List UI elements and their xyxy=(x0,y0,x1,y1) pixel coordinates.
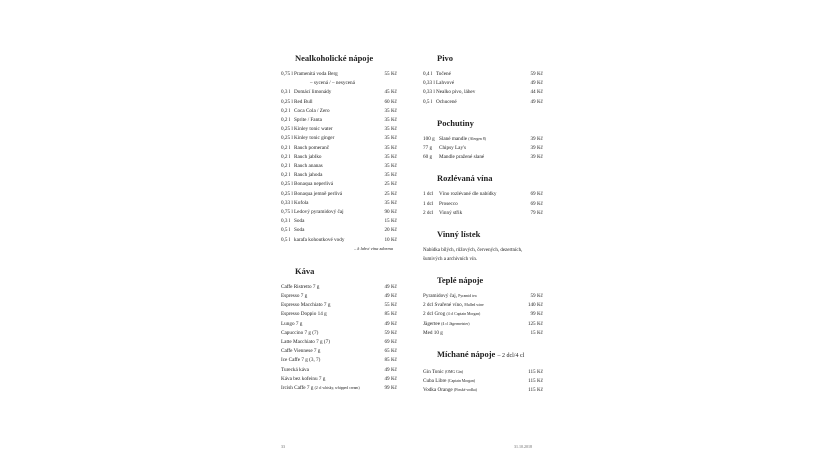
item-price: 45 Kč xyxy=(384,89,397,96)
item-detail: Pyramid tea xyxy=(458,294,477,299)
item-name xyxy=(294,153,384,162)
footer-date: 31.10.2018 xyxy=(514,444,532,449)
item-name-text: Caffe Ristretto 7 g xyxy=(281,283,320,290)
item-name xyxy=(423,386,528,395)
item-name-text: Rauch ananas xyxy=(294,163,323,170)
menu-item xyxy=(281,199,397,208)
item-name-text: Latte Macchiato 7 g (7) xyxy=(281,339,330,346)
menu-item xyxy=(423,329,543,338)
menu-item xyxy=(281,208,397,217)
menu-item xyxy=(281,79,397,88)
item-name xyxy=(281,292,384,301)
item-name-text: Cuba Libre xyxy=(423,378,447,385)
item-price: 55 Kč xyxy=(384,71,397,77)
item-quantity: 0,5 l xyxy=(281,227,291,234)
item-name xyxy=(439,135,530,144)
item-name xyxy=(439,200,530,209)
item-price: 125 Kč xyxy=(527,320,543,327)
item-price: 15 Kč xyxy=(530,329,543,336)
item-name-text: Coca Cola / Zero xyxy=(294,107,330,114)
menu-item xyxy=(281,236,397,245)
item-name xyxy=(423,292,530,301)
menu-item xyxy=(281,98,397,107)
item-name xyxy=(439,144,530,153)
item-name xyxy=(294,70,384,79)
item-price: 25 Kč xyxy=(384,181,397,188)
item-quantity: 2 dcl xyxy=(423,209,434,216)
menu-item xyxy=(423,153,543,162)
item-detail: (2 cl whisky, whipped cream) xyxy=(314,386,360,391)
item-name xyxy=(294,162,384,171)
menu-item xyxy=(281,180,397,189)
menu-item xyxy=(281,144,397,153)
item-detail: (4 cl Captain Morgan) xyxy=(446,312,481,317)
item-price: 35 Kč xyxy=(384,135,397,142)
item-name-text: Rauch jablko xyxy=(294,153,322,160)
item-name xyxy=(294,134,384,143)
menu-item xyxy=(281,134,397,143)
menu-item xyxy=(281,171,397,180)
item-name xyxy=(423,301,528,310)
item-name xyxy=(294,107,384,116)
item-name-text: Nealko pivo, láhev xyxy=(436,89,476,96)
item-name-text: Točené xyxy=(436,71,451,77)
menu-item xyxy=(281,338,397,347)
item-name-text: Caffe Viennese 7 g xyxy=(281,348,321,355)
item-price: 39 Kč xyxy=(530,154,543,161)
item-name xyxy=(281,347,384,356)
item-name xyxy=(294,171,384,180)
menu-item xyxy=(423,292,543,301)
item-price: 35 Kč xyxy=(384,126,397,133)
item-price: 49 Kč xyxy=(384,366,397,373)
section-title-nealko: Nealkoholické nápoje xyxy=(295,53,374,63)
item-name xyxy=(294,199,384,208)
item-name-text: 2 dcl Grog xyxy=(423,311,446,318)
item-detail: (4 cl Jägermeister) xyxy=(441,321,470,326)
item-price: 79 Kč xyxy=(530,209,543,216)
item-quantity: 0,25 l xyxy=(281,98,293,105)
item-name-text: Gin Tonic xyxy=(423,369,444,376)
item-detail: (Alergen 8) xyxy=(468,136,486,141)
item-name-text: Kinley tonic water xyxy=(294,126,333,133)
item-name-text: Bonaqua jemně perlivá xyxy=(294,190,343,197)
item-detail: (Captain Morgan) xyxy=(447,379,476,384)
item-price: 39 Kč xyxy=(530,135,543,142)
menu-item xyxy=(281,162,397,171)
menu-item xyxy=(281,226,397,235)
item-name xyxy=(294,226,384,235)
item-price: 49 Kč xyxy=(530,80,543,87)
item-price: 65 Kč xyxy=(384,348,397,355)
item-name-text: Espresso Doppio 14 g xyxy=(281,311,327,318)
item-price: 15 Kč xyxy=(384,218,397,225)
item-price: 85 Kč xyxy=(384,357,397,364)
item-price: 115 Kč xyxy=(528,387,543,394)
menu-item xyxy=(281,283,397,292)
item-name-text: Víno rozlévané dle nabídky xyxy=(439,191,497,198)
item-name xyxy=(281,329,384,338)
item-name-text: Bonaqua neperlivá xyxy=(294,181,334,188)
menu-item xyxy=(281,107,397,116)
section-title-pochutiny: Pochutiny xyxy=(437,117,474,128)
item-price: 49 Kč xyxy=(384,320,397,327)
michane-title-note: – 2 dcl/4 cl xyxy=(497,353,525,360)
item-price: 49 Kč xyxy=(384,283,397,290)
menu-item xyxy=(281,301,397,310)
item-name xyxy=(436,98,530,107)
list-teple xyxy=(423,292,543,338)
menu-item xyxy=(423,200,543,209)
item-price: 85 Kč xyxy=(384,311,397,318)
left-column xyxy=(281,52,397,393)
item-price: 59 Kč xyxy=(530,71,543,77)
menu-item xyxy=(281,125,397,134)
item-name-text: Ledový pyramidový čaj xyxy=(294,209,344,216)
menu-item xyxy=(423,377,543,386)
item-price: 59 Kč xyxy=(530,293,543,300)
item-price: 35 Kč xyxy=(384,107,397,114)
list-pochutiny xyxy=(423,135,543,163)
item-price: 25 Kč xyxy=(384,190,397,197)
item-name xyxy=(294,125,384,134)
item-name-text: Soda xyxy=(294,218,305,225)
page-number: 33 xyxy=(281,444,285,449)
item-quantity: 0,3 l xyxy=(281,89,291,96)
menu-item xyxy=(281,190,397,199)
item-name-text: karafa kohoutkové vody xyxy=(294,236,345,243)
item-name xyxy=(423,329,530,338)
menu-item xyxy=(423,310,543,319)
item-name xyxy=(294,98,384,107)
item-quantity: 0,33 l xyxy=(423,80,435,87)
wine-list-text: Nabídka bílých, růžových, červených, dezertních, šumivých a archivních vín. xyxy=(423,248,523,263)
item-quantity: 77 g xyxy=(423,145,433,152)
item-quantity: 0,2 l xyxy=(281,144,291,151)
item-name-text: Chipsy Lay's xyxy=(439,145,467,152)
item-price: 35 Kč xyxy=(384,153,397,160)
item-name xyxy=(423,377,528,386)
menu-item xyxy=(281,366,397,375)
item-name-text: Jägertee xyxy=(423,320,440,327)
item-name xyxy=(294,79,397,88)
item-name xyxy=(281,320,384,329)
item-name-text: Espresso Macchiato 7 g xyxy=(281,302,331,309)
item-name xyxy=(294,180,384,189)
item-name-text: Capuccino 7 g (7) xyxy=(281,329,319,336)
item-price: 90 Kč xyxy=(384,209,397,216)
item-price: 44 Kč xyxy=(530,89,543,96)
menu-item xyxy=(281,70,397,79)
menu-item xyxy=(423,386,543,395)
item-name-text: Káva bez kofeinu 7 g xyxy=(281,375,326,382)
item-name xyxy=(423,368,528,377)
item-name-text: Pyramidový čaj, xyxy=(423,293,457,300)
menu-item xyxy=(281,310,397,319)
section-title-listek: Vinný lístek xyxy=(437,229,481,240)
item-name-text: 2 dcl Svařené víno, xyxy=(423,302,464,309)
item-name xyxy=(281,301,384,310)
item-name-text: Kinley tonic ginger xyxy=(294,135,335,142)
menu-item xyxy=(423,144,543,153)
item-name-text: Espresso 7 g xyxy=(281,293,308,300)
item-quantity: 0,2 l xyxy=(281,163,291,170)
menu-item xyxy=(423,301,543,310)
item-quantity: 0,33 l xyxy=(281,199,293,206)
menu-item xyxy=(281,88,397,97)
item-name xyxy=(439,209,530,218)
item-price: 35 Kč xyxy=(384,117,397,124)
item-name-text: Prosecco xyxy=(439,200,458,207)
item-name-text: Mandle pražené slané xyxy=(439,154,485,161)
item-quantity: 0,2 l xyxy=(281,172,291,179)
item-name-text: Vinný střik xyxy=(439,209,463,216)
menu-item xyxy=(423,98,543,107)
item-price: 59 Kč xyxy=(384,329,397,336)
menu-item xyxy=(423,368,543,377)
menu-item xyxy=(423,135,543,144)
item-quantity: 0,25 l xyxy=(281,181,293,188)
menu-item xyxy=(281,217,397,226)
item-detail: (Finské vodka) xyxy=(454,388,477,393)
item-quantity: 0,2 l xyxy=(281,153,291,160)
menu-item xyxy=(281,356,397,365)
item-price: 35 Kč xyxy=(384,163,397,170)
item-price: 115 Kč xyxy=(528,378,543,385)
item-price: 55 Kč xyxy=(384,302,397,309)
item-quantity: 0,2 l xyxy=(281,107,291,114)
menu-item xyxy=(423,70,543,79)
menu-item xyxy=(281,375,397,384)
list-kava xyxy=(281,283,397,393)
item-name xyxy=(281,366,384,375)
item-name-text: Ochucené xyxy=(436,98,457,105)
item-name xyxy=(281,283,384,292)
item-name xyxy=(436,79,530,88)
item-name-text: Kofola xyxy=(294,199,309,206)
item-price: 49 Kč xyxy=(384,293,397,300)
item-name-text: Turecká káva xyxy=(281,366,309,373)
list-michane xyxy=(423,368,543,396)
menu-item xyxy=(281,320,397,329)
item-price: 35 Kč xyxy=(384,144,397,151)
item-name-text: Red Bull xyxy=(294,98,313,105)
menu-item xyxy=(281,292,397,301)
item-price: 99 Kč xyxy=(384,385,397,392)
item-quantity: 0,5 l xyxy=(423,98,433,105)
item-name xyxy=(294,144,384,153)
item-quantity: 0,2 l xyxy=(281,117,291,124)
section-title-kava: Káva xyxy=(295,265,315,276)
item-quantity: 0,25 l xyxy=(281,126,293,133)
menu-item xyxy=(423,88,543,97)
item-price: 20 Kč xyxy=(384,227,397,234)
item-price: 69 Kč xyxy=(530,200,543,207)
list-vina xyxy=(423,190,543,218)
item-name-text: Med 10 g xyxy=(423,329,443,336)
item-quantity: 0,4 l xyxy=(423,71,433,77)
menu-item xyxy=(281,153,397,162)
item-name-text: Soda xyxy=(294,227,305,234)
item-price: 35 Kč xyxy=(384,172,397,179)
item-quantity: 100 g xyxy=(423,135,435,142)
item-quantity: 0,25 l xyxy=(281,135,293,142)
item-name xyxy=(439,153,530,162)
section-title-michane xyxy=(423,348,543,362)
menu-item xyxy=(423,79,543,88)
item-price: 49 Kč xyxy=(530,98,543,105)
section-title-vina: Rozlévaná vína xyxy=(437,173,493,184)
menu-item xyxy=(423,320,543,329)
item-quantity: 60 g xyxy=(423,154,433,161)
item-price: 49 Kč xyxy=(384,375,397,382)
item-name-text: Pramenitá voda Berg xyxy=(294,71,338,77)
item-quantity: 0,5 l xyxy=(281,236,291,243)
item-price: 69 Kč xyxy=(384,339,397,346)
item-price: 39 Kč xyxy=(530,145,543,152)
item-name xyxy=(294,217,384,226)
menu-item xyxy=(281,347,397,356)
item-name xyxy=(436,70,530,79)
item-quantity: 0,33 l xyxy=(423,89,435,96)
item-name xyxy=(294,190,384,199)
right-column xyxy=(423,52,543,396)
item-detail: (OMG Gin) xyxy=(445,370,464,375)
item-name xyxy=(294,88,384,97)
item-name xyxy=(439,190,530,199)
item-name xyxy=(423,310,530,319)
item-name-text: Lungo 7 g xyxy=(281,320,303,327)
item-name-text: Ice Caffe 7 g (3, 7) xyxy=(281,357,321,364)
item-price: 69 Kč xyxy=(530,191,543,198)
item-name xyxy=(281,375,384,384)
item-name xyxy=(281,338,384,347)
item-price: 115 Kč xyxy=(528,369,543,376)
michane-title-text: Míchané nápoje xyxy=(437,349,496,360)
menu-item xyxy=(423,209,543,218)
item-quantity: 0,25 l xyxy=(281,190,293,197)
item-name xyxy=(423,320,528,329)
menu-item xyxy=(281,116,397,125)
item-price: 35 Kč xyxy=(384,199,397,206)
item-name-text: Slané mandle xyxy=(439,135,468,142)
menu-item xyxy=(423,190,543,199)
item-quantity: 0,75 l xyxy=(281,209,293,216)
item-price: 140 Kč xyxy=(527,302,543,309)
item-quantity: 0,75 l xyxy=(281,71,293,77)
menu-item xyxy=(281,384,397,393)
item-name xyxy=(436,88,530,97)
item-name-text: Domácí limonády xyxy=(294,89,332,96)
item-name-text: Vodka Orange xyxy=(423,387,453,394)
item-name-text: Rauch jahoda xyxy=(294,172,323,179)
item-price: 99 Kč xyxy=(530,311,543,318)
item-name xyxy=(281,356,384,365)
remark-water: – k lahvi vína zdarma xyxy=(354,245,393,251)
item-detail: Mulled wine xyxy=(464,303,484,308)
item-name-text: Lahvové xyxy=(436,80,455,87)
item-quantity: 1 dcl xyxy=(423,200,434,207)
item-name xyxy=(294,236,384,245)
item-name-text: Sprite / Fanta xyxy=(294,117,322,124)
list-nealko xyxy=(281,70,397,245)
item-name-text: Ircish Caffe 7 g xyxy=(281,385,314,392)
section-title-pivo: Pivo xyxy=(437,53,454,63)
item-name xyxy=(281,310,384,319)
item-price: 60 Kč xyxy=(384,98,397,105)
item-name xyxy=(281,384,384,393)
item-name xyxy=(294,116,384,125)
item-quantity: 0,3 l xyxy=(281,218,291,225)
item-quantity: 1 dcl xyxy=(423,191,434,198)
item-name-text: – sycená / – nesycená xyxy=(310,80,355,87)
list-pivo xyxy=(423,70,543,107)
item-name xyxy=(294,208,384,217)
menu-item xyxy=(281,329,397,338)
item-name-text: Rauch pomeranč xyxy=(294,144,330,151)
section-title-teple: Teplé nápoje xyxy=(437,275,484,286)
item-price: 10 Kč xyxy=(384,236,397,243)
